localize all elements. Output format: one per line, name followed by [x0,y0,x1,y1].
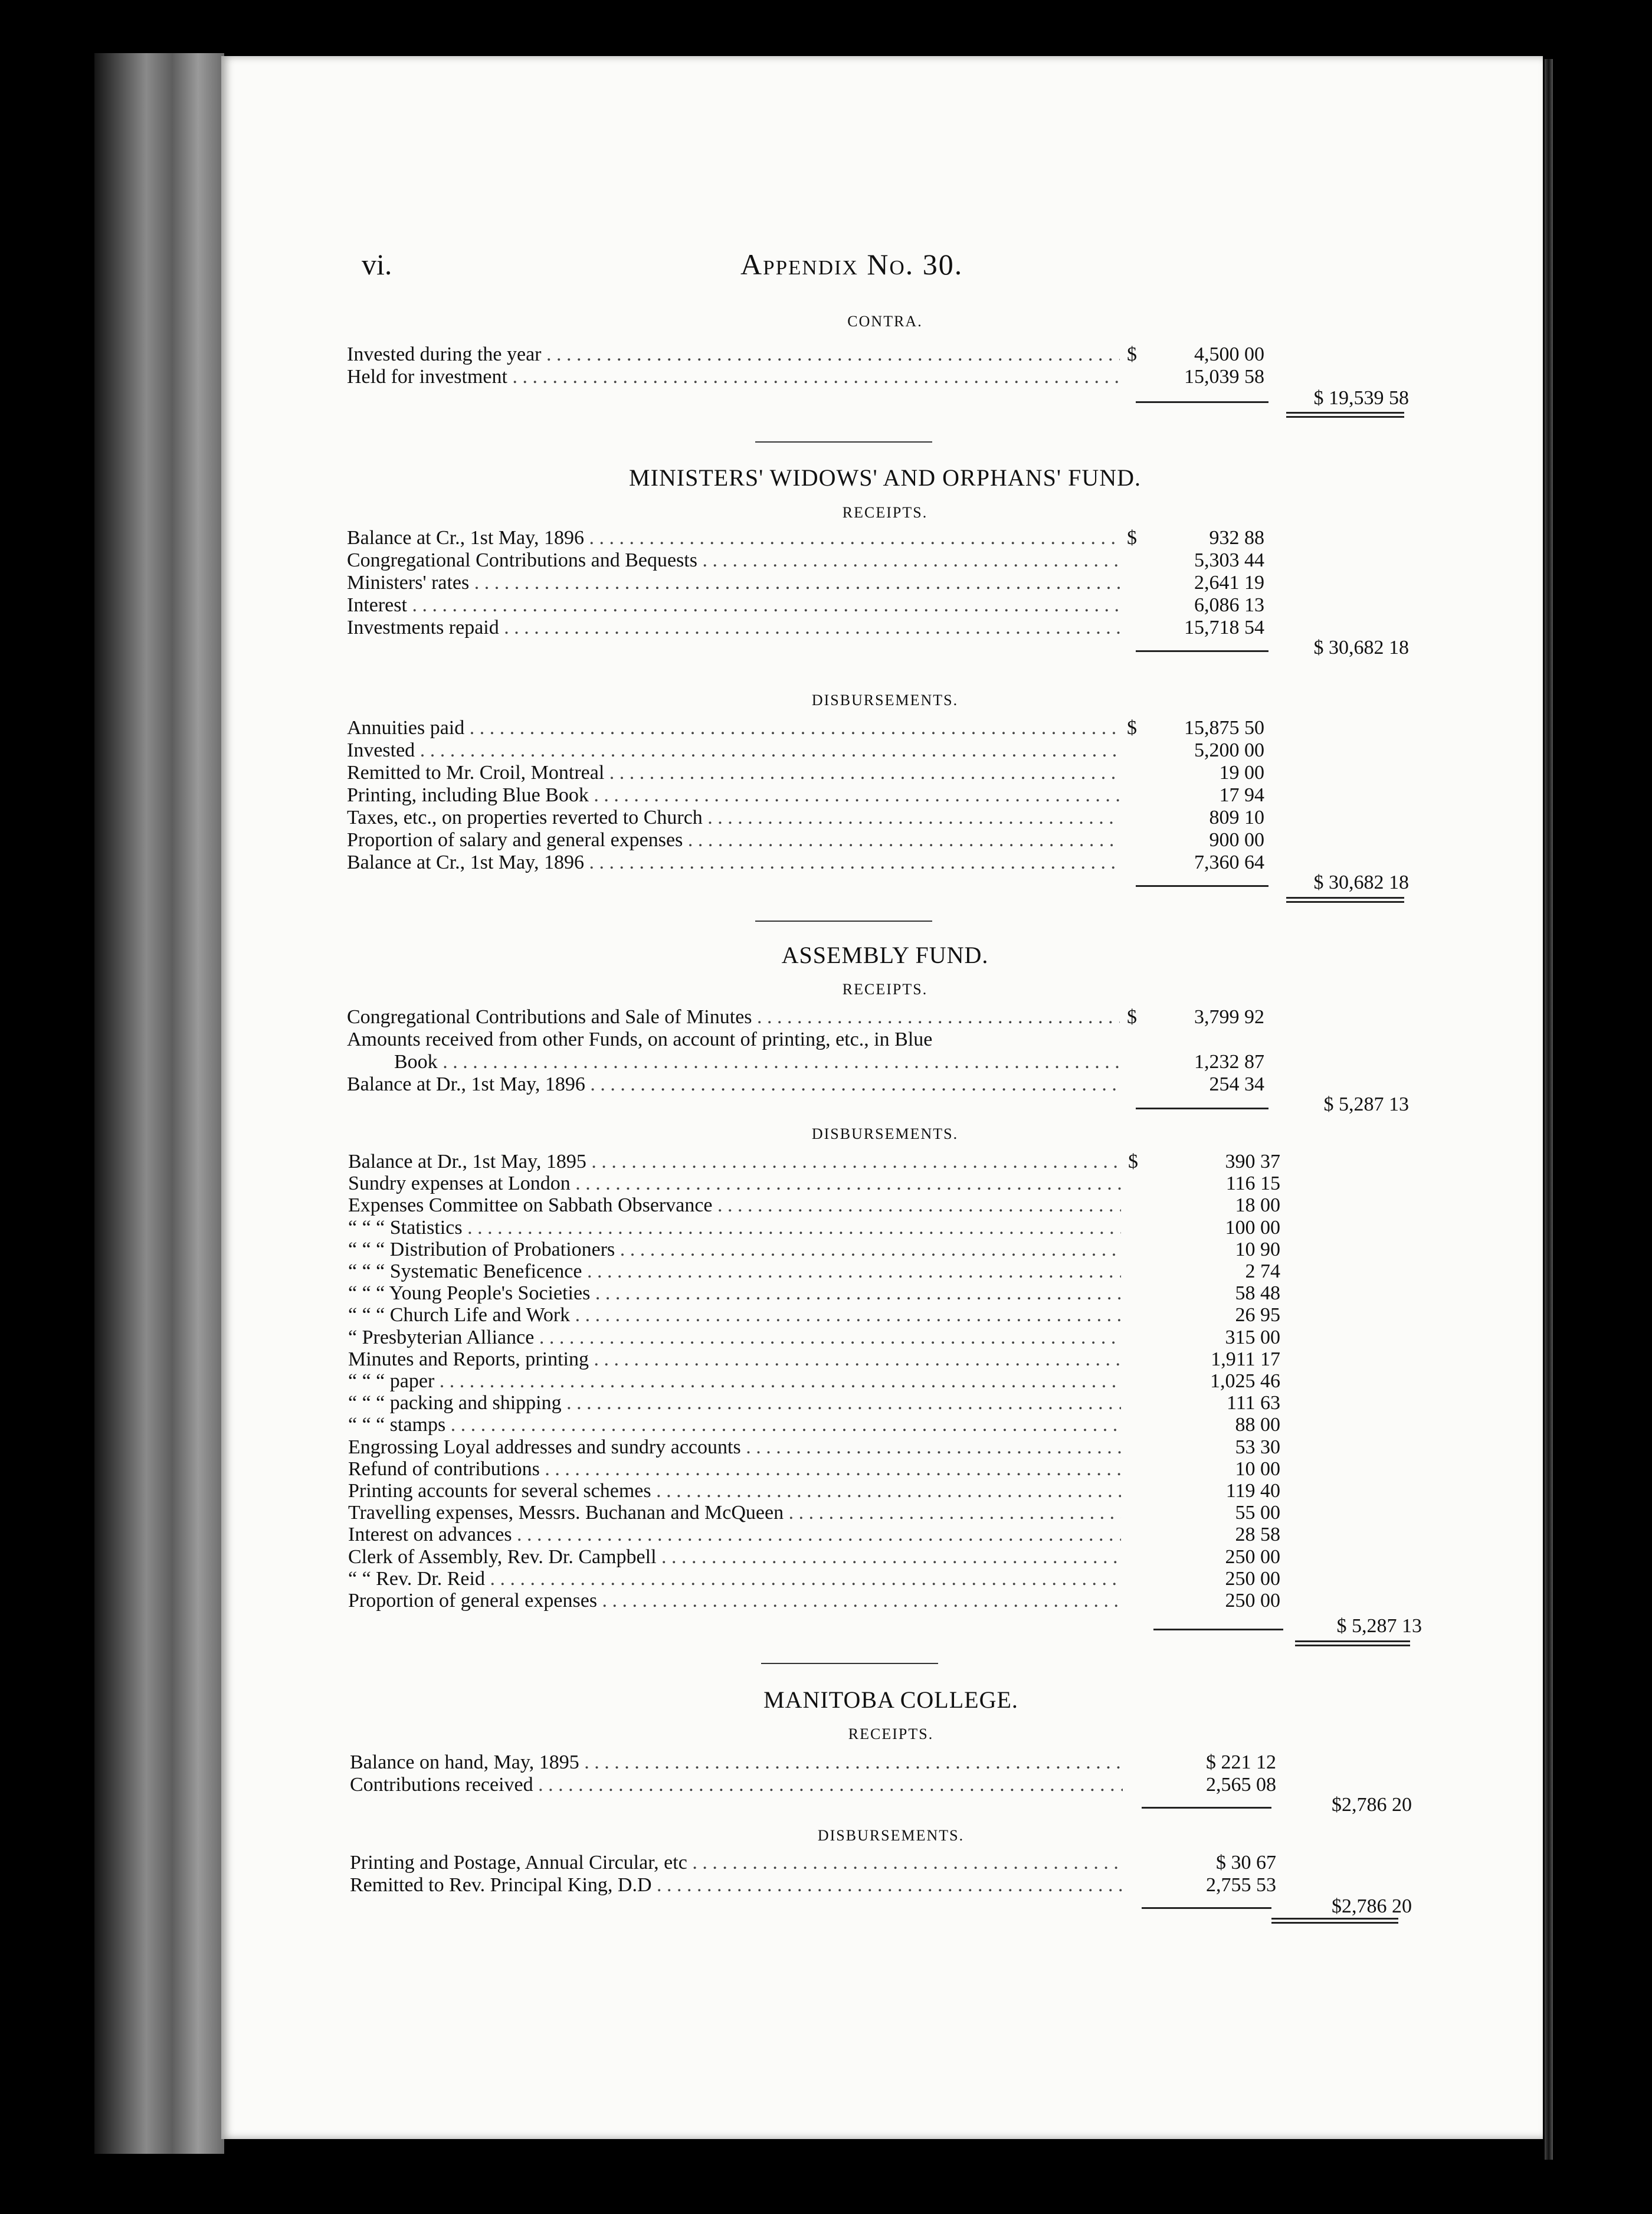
ledger-row: Printing, including Blue Book . . . 17 94 [347,784,1409,807]
ledger-row: “ “ “ packing and shipping . . . 111 63 [348,1392,1410,1414]
section-title: MINISTERS' WIDOWS' AND ORPHANS' FUND. [629,464,1141,491]
ledger-row: Printing accounts for several schemes . . . 119 40 [348,1480,1410,1502]
ledger-row: Annuities paid . . . $ 15,875 50 [347,717,1409,739]
section-title: ASSEMBLY FUND. [781,942,989,968]
disbursements-heading: DISBURSEMENTS. [817,1827,965,1844]
ledger-row: Amounts received from other Funds, on account of printing, etc., in Blue [347,1029,933,1050]
ledger-row: Travelling expenses, Messrs. Buchanan and McQueen . . . 55 00 [348,1502,1410,1524]
ledger-row: Balance on hand, May, 1895 . . . $ 221 12 [350,1751,1412,1774]
ledger-row: Proportion of salary and general expenses . . . 900 00 [347,829,1409,851]
ledger-row: “ Presbyterian Alliance . . . 315 00 [348,1327,1410,1349]
section-separator [755,921,932,922]
ledger-row: Printing and Postage, Annual Circular, etc . . . $ 30 67 [350,1852,1412,1874]
total-row: $ 5,287 13 [1323,1093,1409,1115]
page-title: Appendix No. 30. [740,248,963,281]
ledger-row: Book . . . 1,232 87 [394,1051,1409,1073]
total-row: $2,786 20 [1332,1895,1412,1917]
total-row: $ 19,539 58 [1313,387,1409,409]
ledger-row: Congregational Contributions and Bequests . . . 5,303 44 [347,549,1409,572]
ledger-row: Engrossing Loyal addresses and sundry accounts . . . 53 30 [348,1436,1410,1459]
ledger-row: “ “ “ stamps . . . 88 00 [348,1414,1410,1436]
receipts-heading: RECEIPTS. [848,1725,934,1743]
ledger-row: Balance at Cr., 1st May, 1896 . . . 7,360 64 [347,851,1409,874]
ledger-row: Balance at Dr., 1st May, 1896 . . . 254 34 [347,1073,1409,1096]
page-edge [1545,59,1553,2160]
total-row: $2,786 20 [1332,1794,1412,1816]
total-double-rule [1271,1918,1398,1924]
ledger-row: “ “ “ paper . . . 1,025 46 [348,1370,1410,1393]
ledger-row: “ “ “ Statistics . . . 100 00 [348,1217,1410,1239]
ledger-row: Sundry expenses at London . . . 116 15 [348,1172,1410,1195]
ledger-row: Clerk of Assembly, Rev. Dr. Campbell . . . 250 00 [348,1546,1410,1568]
ledger-row: Remitted to Rev. Principal King, D.D . . . 2,755 53 [350,1874,1412,1897]
book-spine [94,53,224,2154]
receipts-heading: RECEIPTS. [842,504,928,521]
section-title: MANITOBA COLLEGE. [763,1686,1018,1713]
section-separator [755,441,932,443]
total-row: $ 30,682 18 [1313,872,1409,893]
page-number: vi. [362,248,392,281]
ledger-row: Contributions received . . . 2,565 08 [350,1774,1412,1796]
ledger-row: “ “ “ Distribution of Probationers . . . 10 90 [348,1239,1410,1261]
total-double-rule [1295,1640,1410,1646]
ledger-row: Balance at Dr., 1st May, 1895 . . . $ 390 37 [348,1151,1410,1173]
ledger-row: Invested . . . 5,200 00 [347,739,1409,762]
ledger-row: Held for investment . . . 15,039 58 [347,366,1409,388]
ledger-row: Balance at Cr., 1st May, 1896 . . . $ 932 88 [347,527,1409,549]
ledger-row: “ “ “ Systematic Beneficence . . . 2 74 [348,1260,1410,1283]
ledger-row: Remitted to Mr. Croil, Montreal . . . 19 00 [347,762,1409,784]
total-row: $ 30,682 18 [1313,637,1409,659]
contra-heading: CONTRA. [847,313,923,330]
ledger-row: “ “ Rev. Dr. Reid . . . 250 00 [348,1568,1410,1590]
ledger-row: Interest on advances . . . 28 58 [348,1524,1410,1546]
ledger-row: Expenses Committee on Sabbath Observance . . . 18 00 [348,1194,1410,1217]
section-separator [761,1663,938,1664]
ledger-row: “ “ “ Church Life and Work . . . 26 95 [348,1304,1410,1327]
ledger-row: Proportion of general expenses . . . 250 00 [348,1590,1410,1612]
ledger-row: Congregational Contributions and Sale of Minutes . . . $ 3,799 92 [347,1006,1409,1029]
disbursements-heading: DISBURSEMENTS. [811,1125,959,1142]
ledger-row: Interest . . . 6,086 13 [347,594,1409,617]
disbursements-heading: DISBURSEMENTS. [811,692,959,709]
receipts-heading: RECEIPTS. [842,981,928,998]
total-row: $ 5,287 13 [1336,1615,1422,1637]
total-double-rule [1286,897,1404,903]
ledger-row: Refund of contributions . . . 10 00 [348,1458,1410,1481]
ledger-row: Taxes, etc., on properties reverted to Church . . . 809 10 [347,807,1409,829]
ledger-row: Invested during the year . . . $ 4,500 00 [347,343,1409,366]
total-double-rule [1286,412,1404,418]
ledger-row: Minutes and Reports, printing . . . 1,911 17 [348,1348,1410,1371]
ledger-row: Ministers' rates . . . 2,641 19 [347,572,1409,594]
ledger-row: Investments repaid . . . 15,718 54 [347,617,1409,639]
ledger-row: “ “ “ Young People's Societies . . . 58 48 [348,1282,1410,1305]
